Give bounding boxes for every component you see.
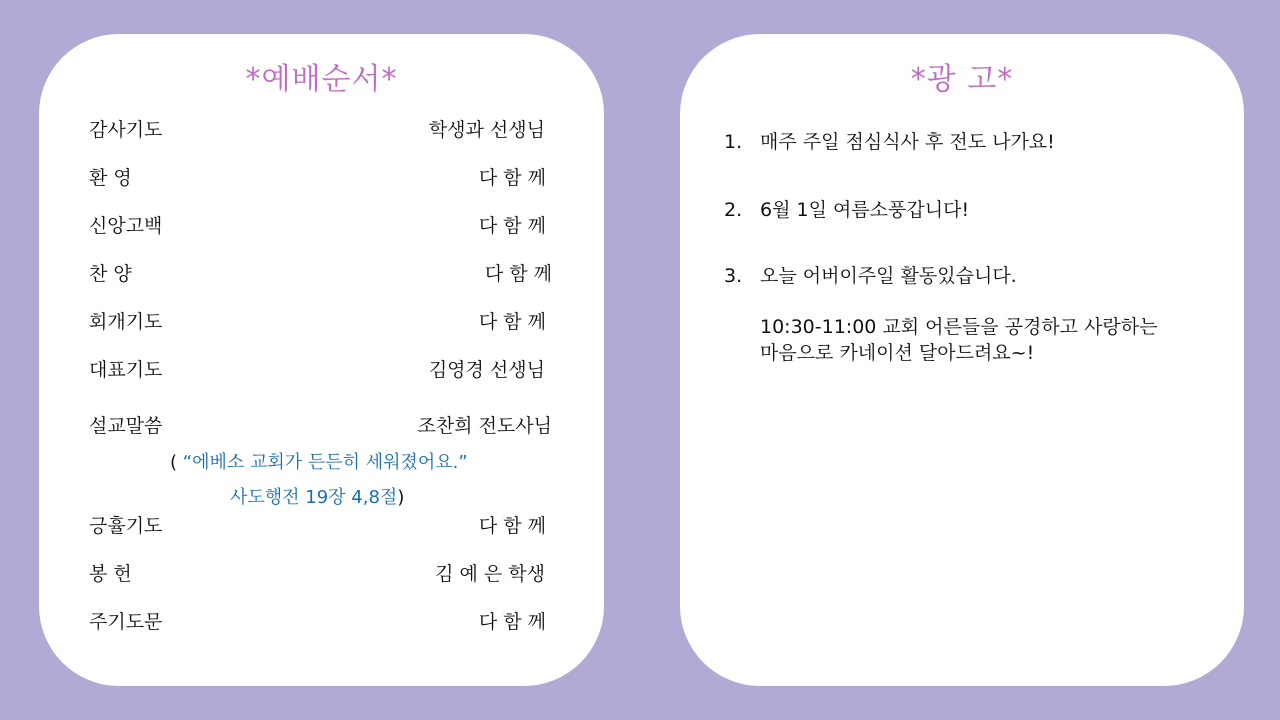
order-row-sermon <box>89 411 552 441</box>
order-item-leader: 다 함 께 <box>478 215 546 237</box>
announcement-number: 1. <box>724 131 743 153</box>
order-row-praise <box>89 259 552 289</box>
order-row-repentance-prayer <box>89 307 549 337</box>
order-row-lords-prayer <box>89 607 549 637</box>
order-row-creed <box>89 211 549 241</box>
order-item-leader: 다 함 께 <box>478 311 546 333</box>
announcement-text: 매주 주일 점심식사 후 전도 나가요! <box>760 131 1055 153</box>
order-row-mercy-prayer <box>89 511 549 541</box>
order-item-label: 봉 헌 <box>89 563 132 585</box>
announcements-card <box>680 34 1244 686</box>
order-item-leader: 다 함 께 <box>484 263 552 285</box>
order-row-offering <box>89 559 549 589</box>
order-item-label: 대표기도 <box>89 359 163 381</box>
order-item-label: 긍휼기도 <box>89 515 163 537</box>
announcement-detail-line-2: 마음으로 카네이션 달아드려요~! <box>760 342 1035 364</box>
order-item-leader: 김영경 선생님 <box>428 359 545 381</box>
announcement-detail-line-1: 10:30-11:00 교회 어른들을 공경하고 사랑하는 <box>760 316 1158 338</box>
order-item-leader: 다 함 께 <box>478 515 546 537</box>
worship-order-card <box>39 34 604 686</box>
order-row-gratitude-prayer <box>89 115 549 145</box>
order-item-leader: 다 함 께 <box>478 611 546 633</box>
open-paren: ( <box>170 452 183 473</box>
announcement-number: 2. <box>724 199 743 221</box>
announcement-text: 6월 1일 여름소풍갑니다! <box>760 199 970 221</box>
order-item-label: 환 영 <box>89 167 132 189</box>
order-item-label: 신앙고백 <box>89 215 163 237</box>
announcement-text: 오늘 어버이주일 활동있습니다. <box>760 265 1017 287</box>
order-item-leader: 김 예 은 학생 <box>435 563 545 585</box>
order-item-label: 주기도문 <box>89 611 163 633</box>
worship-order-title: *예배순서* <box>245 62 398 97</box>
order-item-leader: 다 함 께 <box>478 167 546 189</box>
order-item-label: 찬 양 <box>89 263 132 285</box>
announcements-title: *광 고* <box>910 62 1014 97</box>
scripture-reference-line <box>230 484 404 512</box>
order-row-representative-prayer <box>89 355 549 385</box>
order-item-leader: 조찬희 전도사님 <box>417 415 552 437</box>
order-item-leader: 학생과 선생님 <box>428 119 545 141</box>
order-row-welcome <box>89 163 549 193</box>
order-item-label: 회개기도 <box>89 311 163 333</box>
close-paren: ) <box>397 487 405 508</box>
announcement-number: 3. <box>724 265 743 287</box>
order-item-label: 설교말씀 <box>89 415 163 437</box>
scripture-reference: 사도행전 19장 4,8절 <box>230 487 398 508</box>
sermon-title-line <box>170 449 468 477</box>
order-item-label: 감사기도 <box>89 119 163 141</box>
sermon-quote: “에베소 교회가 든든히 세워졌어요.” <box>182 452 468 473</box>
